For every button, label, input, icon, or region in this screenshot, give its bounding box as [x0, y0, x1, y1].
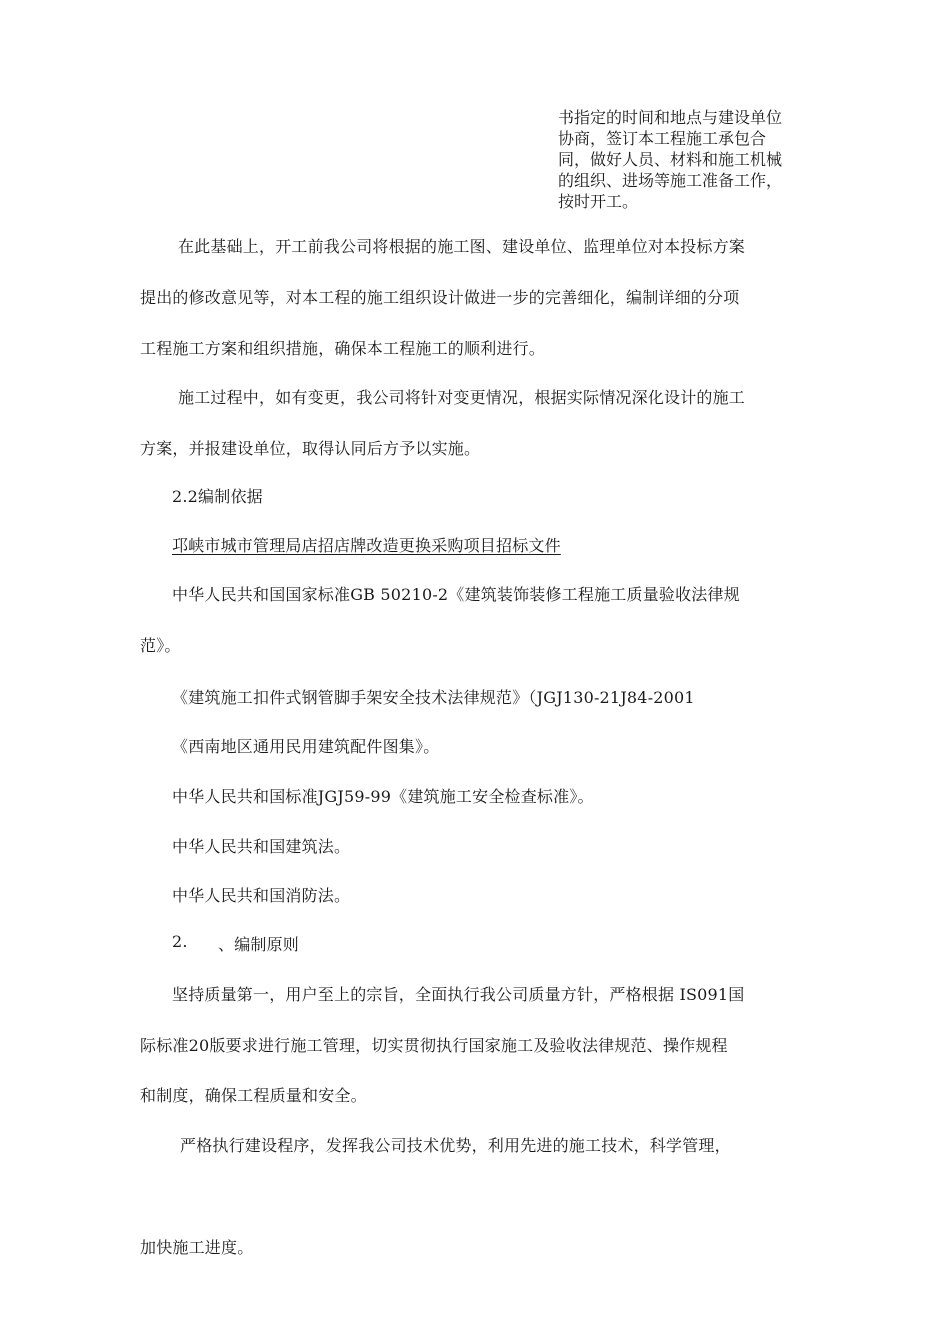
paragraph-line: 坚持质量第一，用户至上的宗旨，全面执行我公司质量方针，严格根据 IS091国 [172, 985, 745, 1004]
paragraph-line: 施工过程中，如有变更，我公司将针对变更情况，根据实际情况深化设计的施工 [178, 388, 746, 407]
reference-line: 中华人民共和国标准JGJ59-99《建筑施工安全检查标准》。 [172, 787, 594, 806]
side-note-line: 的组织、进场等施工准备工作， [558, 171, 783, 190]
reference-line: 范》。 [140, 636, 181, 655]
paragraph-line: 和制度，确保工程质量和安全。 [140, 1086, 367, 1105]
paragraph-line: 在此基础上，开工前我公司将根据的施工图、建设单位、监理单位对本投标方案 [178, 237, 746, 256]
side-note-line: 协商，签订本工程施工承包合 [558, 129, 767, 148]
reference-line: 《西南地区通用民用建筑配件图集》。 [172, 737, 440, 756]
side-note-line: 同，做好人员、材料和施工机械 [558, 150, 783, 169]
side-note [558, 107, 828, 212]
reference-line: 邛峡市城市管理局店招店牌改造更换采购项目招标文件 [172, 536, 561, 555]
side-note-line: 按时开工。 [558, 192, 639, 211]
section-heading: 、编制原则 [218, 935, 300, 954]
reference-line: 中华人民共和国建筑法。 [172, 837, 351, 856]
paragraph-line: 严格执行建设程序，发挥我公司技术优势，利用先进的施工技术，科学管理， [180, 1136, 731, 1155]
section-heading-number: 2. [172, 932, 188, 951]
reference-line: 中华人民共和国消防法。 [172, 886, 351, 905]
paragraph-line: 提出的修改意见等，对本工程的施工组织设计做进一步的完善细化，编制详细的分项 [140, 288, 740, 307]
side-note-line: 书指定的时间和地点与建设单位 [558, 108, 783, 127]
paragraph-line: 工程施工方案和组织措施，确保本工程施工的顺利进行。 [140, 339, 546, 358]
paragraph-line: 际标准20版要求进行施工管理，切实贯彻执行国家施工及验收法律规范、操作规程 [140, 1036, 728, 1055]
paragraph-line: 加快施工进度。 [140, 1238, 254, 1257]
reference-line: 中华人民共和国国家标准GB 50210-2《建筑装饰装修工程施工质量验收法律规 [172, 585, 740, 604]
reference-line: 《建筑施工扣件式钢管脚手架安全技术法律规范》（JGJ130-21J84-2001 [172, 688, 695, 707]
paragraph-line: 方案，并报建设单位，取得认同后方予以实施。 [140, 439, 481, 458]
section-heading: 2.2编制依据 [172, 487, 263, 506]
